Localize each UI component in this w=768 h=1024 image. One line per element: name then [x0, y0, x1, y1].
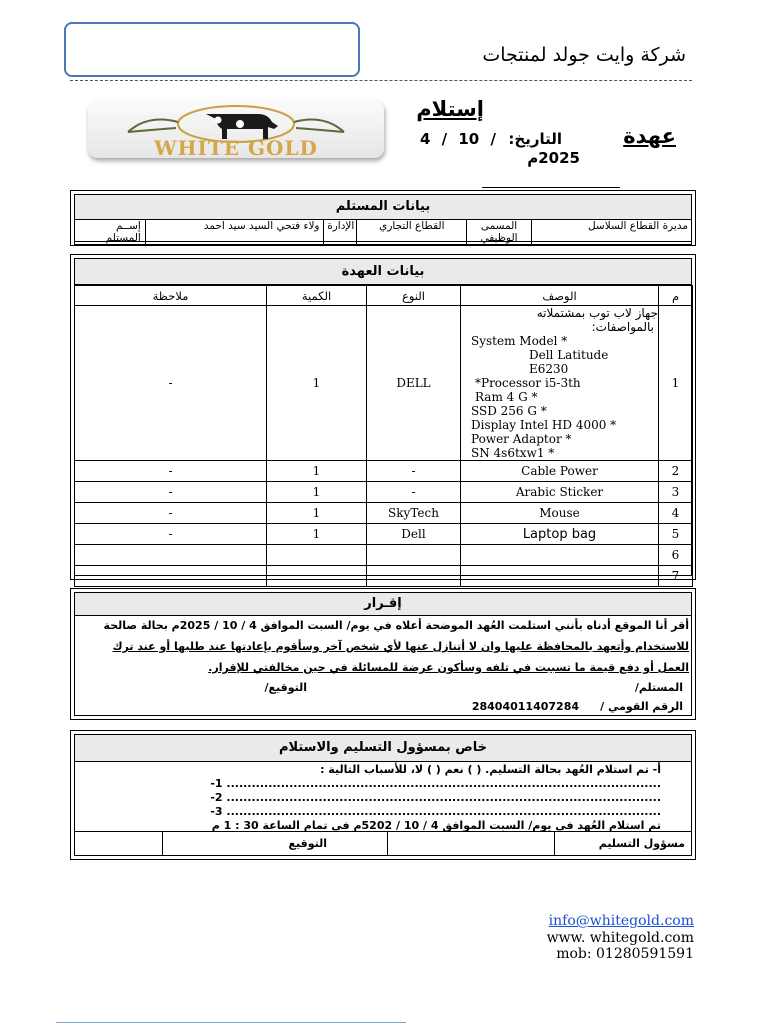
item-qty	[267, 545, 367, 566]
table-row	[75, 524, 693, 545]
handover-line-a: أ- تم استلام العُهد بحالة التسليم. ( ) نعم ( ) لا، للأسباب التالية :	[320, 763, 661, 776]
item-note: -	[75, 306, 267, 461]
spec-line: Dell Latitude E6230	[529, 348, 609, 376]
handover-reason-2: -2 ........................................................................................................	[210, 791, 661, 804]
handover-section	[70, 730, 696, 860]
item-type	[367, 566, 461, 587]
item-no: 2	[659, 461, 693, 482]
col-header-type: النوع	[367, 286, 461, 306]
header-divider	[70, 80, 692, 81]
date-label: التاريخ:	[508, 130, 562, 148]
table-row	[75, 503, 693, 524]
declaration-line-1: أقر أنا الموقع أدناه بأنني استلمت العُهد الموضحة أعلاه في يوم/ السبت الموافق 4 / 10 / 2025م بحالة صالحة	[103, 619, 689, 632]
spec-line: System Model *	[471, 334, 568, 348]
officer-value	[388, 832, 555, 856]
item-qty: 1	[267, 482, 367, 503]
recipient-section-title: بيانات المستلم	[75, 195, 691, 220]
spec-line: SSD 256 G *	[471, 404, 547, 418]
date-year: 2025م	[527, 149, 580, 167]
col-header-qty: الكمية	[267, 286, 367, 306]
handover-sign-table	[74, 831, 692, 856]
custody-table	[74, 285, 693, 587]
table-row	[75, 306, 693, 461]
header-blank-box	[64, 22, 360, 77]
table-row	[75, 482, 693, 503]
handover-reason-1: -1 ........................................................................................................	[210, 777, 661, 790]
item-desc-ar2: بالمواصفات:	[591, 320, 654, 334]
table-row	[75, 461, 693, 482]
footer-divider	[56, 1022, 406, 1023]
company-name: شركة وايت جولد لمنتجات	[482, 44, 686, 66]
national-id-label: الرقم القومي /	[600, 700, 683, 713]
item-no: 5	[659, 524, 693, 545]
recipient-name-value: ولاء فتحي السيد سيد احمد	[145, 220, 323, 245]
item-desc: Mouse	[461, 503, 659, 524]
item-type: -	[367, 461, 461, 482]
footer-mobile: mob: 01280591591	[556, 946, 694, 962]
item-desc: Arabic Sticker	[461, 482, 659, 503]
national-id-value: 28404011407284	[471, 700, 579, 713]
item-specs	[461, 334, 658, 460]
recipient-job-value: مديرة القطاع السلاسل	[531, 220, 691, 245]
item-desc	[461, 566, 659, 587]
item-qty: 1	[267, 503, 367, 524]
logo-wordmark: WHITE GOLD	[154, 136, 318, 158]
item-qty	[267, 566, 367, 587]
item-desc	[461, 545, 659, 566]
item-type: DELL	[367, 306, 461, 461]
company-logo	[88, 100, 384, 158]
col-header-desc: الوصف	[461, 286, 659, 306]
item-type: SkyTech	[367, 503, 461, 524]
item-note: -	[75, 524, 267, 545]
item-qty: 1	[267, 461, 367, 482]
declaration-section	[70, 588, 696, 720]
officer-label: مسؤول التسليم	[555, 832, 692, 856]
receiver-label: المستلم/	[634, 681, 683, 694]
item-note: -	[75, 461, 267, 482]
item-qty: 1	[267, 306, 367, 461]
item-type: -	[367, 482, 461, 503]
item-note	[75, 566, 267, 587]
title-custody: عهدة	[623, 124, 676, 148]
declaration-line-2: للاستخدام وأتعهد بالمحافظة عليها وان لا أتنازل عنها لأي شخص آخر وسأقوم بإعادتها عند طلبها أو عند ترك	[112, 640, 689, 653]
signature-label: التوقيع/	[264, 681, 307, 694]
recipient-dept-value: القطاع التجاري	[357, 220, 467, 245]
declaration-line-3: العمل أو دفع قيمة ما تسببت في تلفه وسأكون عرضة للمسائلة في حين مخالفتي للإقرار.	[208, 661, 689, 674]
date-value: 4 / 10 /	[420, 130, 496, 148]
handover-reason-3: -3 ........................................................................................................	[210, 805, 661, 818]
date-underline	[482, 187, 620, 188]
col-header-note: ملاحظة	[75, 286, 267, 306]
recipient-job-label: المسمى الوظيفي	[467, 220, 531, 245]
item-desc	[461, 306, 659, 461]
custody-section	[70, 254, 696, 583]
item-note	[75, 545, 267, 566]
table-row	[75, 566, 693, 587]
item-no: 4	[659, 503, 693, 524]
item-type	[367, 545, 461, 566]
item-no: 7	[659, 566, 693, 587]
spec-line: Display Intel HD 4000 *	[471, 418, 617, 432]
item-note: -	[75, 482, 267, 503]
recipient-dept-label: الإدارة	[323, 220, 357, 245]
footer-email[interactable]: info@whitegold.com	[548, 913, 694, 929]
item-no: 6	[659, 545, 693, 566]
handover-signature-label: التوقيع	[163, 832, 388, 856]
item-no: 3	[659, 482, 693, 503]
item-desc: Laptop bag	[461, 524, 659, 545]
spec-line: Ram 4 G *	[475, 390, 538, 404]
col-header-no: م	[659, 286, 693, 306]
title-receipt: إستلام	[416, 97, 484, 121]
recipient-table	[74, 219, 692, 245]
spec-line: SN 4s6txw1 *	[471, 446, 555, 460]
recipient-name-label: إســم المستلم	[75, 220, 146, 245]
spec-line: *Processor i5-3th	[475, 376, 581, 390]
item-desc-ar1: جهاز لاب توب بمشتملاته	[536, 306, 658, 320]
recipient-section	[70, 190, 696, 246]
handover-line-b: تم استلام العُهد في يوم/ السبت الموافق 4 / 10 / 5202م في تمام الساعة 30 : 1 م	[211, 819, 661, 832]
item-qty: 1	[267, 524, 367, 545]
handover-signature-value	[75, 832, 163, 856]
item-note: -	[75, 503, 267, 524]
handover-section-title: خاص بمسؤول التسليم والاستلام	[75, 735, 691, 762]
spec-line: Power Adaptor *	[471, 432, 572, 446]
item-no: 1	[659, 306, 693, 461]
item-desc: Cable Power	[461, 461, 659, 482]
item-type: Dell	[367, 524, 461, 545]
declaration-section-title: إقـرار	[75, 593, 691, 616]
table-row	[75, 545, 693, 566]
footer-website: www. whitegold.com	[546, 930, 694, 946]
custody-section-title: بيانات العهدة	[75, 259, 691, 285]
